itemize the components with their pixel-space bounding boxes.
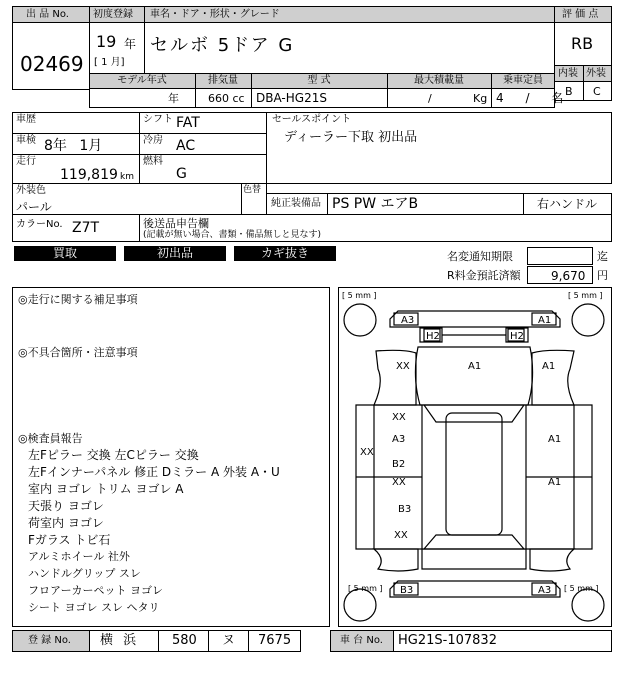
lot-label: 出 品 No.	[26, 9, 69, 20]
mark-a1-bonnet: A1	[468, 361, 482, 372]
wheel-rl-icon	[344, 589, 376, 621]
type-label: 型 式	[307, 75, 331, 86]
front-fender-left	[374, 350, 416, 405]
equipment-value: PS PW エアB	[332, 196, 419, 212]
rear-fender-left	[374, 549, 418, 571]
first-reg-year: 19	[96, 32, 117, 51]
ext-color-label: 外装色	[16, 185, 46, 196]
registration-number: 7675	[258, 633, 292, 648]
mark-xx-rear: XX	[394, 530, 408, 541]
repaint-label: 色替	[243, 185, 262, 195]
recycle-label: R料金預託済額	[447, 269, 521, 282]
history-label: 車歴	[16, 114, 36, 125]
mark-a1-front: A1	[538, 315, 552, 326]
name-change-unit: 迄	[597, 250, 608, 263]
inspector-heading: ◎検査員報告	[18, 432, 83, 445]
aircon-label: 冷房	[143, 135, 163, 146]
load-unit: Kg	[473, 92, 488, 105]
key-bar: カギ抜き	[234, 246, 336, 261]
inspector-line: 左Fインナーパネル 修正 Dミラー A 外装 A・U	[28, 465, 280, 479]
mark-xx-bonnet: XX	[396, 361, 410, 372]
mark-b2-roof: B2	[392, 459, 406, 470]
model-year-label: モデル年式	[117, 75, 167, 86]
lot-number: 02469	[20, 52, 84, 76]
fuel-value: G	[176, 166, 187, 182]
first-reg-month: [ 1 月]	[94, 57, 125, 68]
registration-class: 580	[172, 633, 197, 648]
inspector-line: 天張り ヨゴレ	[28, 499, 104, 513]
mark-a3-roof: A3	[392, 434, 406, 445]
inspector-line: アルミホイール 社外	[28, 550, 130, 563]
inspector-line: Fガラス トビ石	[28, 533, 111, 547]
interior-grade: B	[565, 85, 573, 98]
rating-value: RB	[571, 34, 594, 53]
color-no-label: カラーNo.	[16, 219, 63, 230]
driving-notes-heading: ◎走行に関する補足事項	[18, 293, 138, 306]
rating-label: 評 価 点	[562, 9, 599, 20]
mileage-value: 119,819	[60, 167, 118, 183]
inspector-list	[28, 446, 280, 616]
displacement-label: 排気量	[208, 75, 238, 86]
mark-xx-side: XX	[360, 447, 374, 458]
mark-a1-lf: A1	[542, 361, 556, 372]
defects-heading: ◎不具合箇所・注意事項	[18, 346, 138, 359]
sales-point-value: ディーラー下取 初出品	[284, 130, 418, 145]
inspector-line: 荷室内 ヨゴレ	[28, 516, 104, 530]
car-diagram	[338, 287, 612, 627]
wheel-rr-icon	[572, 589, 604, 621]
registration-kana: ヌ	[222, 633, 236, 648]
mark-a3-front: A3	[401, 315, 415, 326]
fuel-label: 燃料	[143, 156, 163, 167]
inspector-line: 室内 ヨゴレ トリム ヨゴレ A	[28, 482, 184, 496]
mileage-unit: km	[120, 172, 134, 182]
mark-h2-left: H2	[426, 331, 440, 342]
aftermarket-label: 後送品申告欄	[143, 217, 209, 230]
roof-outline	[446, 413, 502, 535]
load-label: 最大積載量	[414, 75, 464, 86]
mark-b3-rear: B3	[398, 504, 412, 515]
sales-point-label: セールスポイント	[272, 114, 352, 125]
type-value: DBA-HG21S	[256, 91, 327, 105]
buy-bar: 買取	[14, 246, 116, 261]
inspection-label: 車検	[16, 135, 36, 146]
aftermarket-note: (記載が無い場合、書類・備品無しと見なす)	[143, 230, 322, 240]
inspection-value: 8年 1月	[44, 138, 103, 154]
mark-xx-roof2: XX	[392, 477, 406, 488]
name-change-label: 名変通知期限	[447, 250, 513, 263]
mark-a1-rr-door: A1	[548, 477, 562, 488]
tread-label-rl: [ 5 mm ]	[348, 584, 383, 593]
listed-bar: 初出品	[124, 246, 226, 261]
bonnet-outline	[415, 347, 532, 405]
name-change-box	[527, 247, 593, 265]
equipment-label: 純正装備品	[271, 198, 321, 209]
rear-window-outline	[424, 535, 524, 549]
mark-b3-bumper: B3	[400, 585, 414, 596]
interior-label: 内装	[558, 68, 578, 79]
aircon-value: AC	[176, 138, 196, 154]
registration-label: 登 録 No.	[28, 635, 71, 646]
first-reg-year-unit: 年	[124, 37, 137, 51]
inspector-line: ハンドルグリップ スレ	[28, 567, 141, 580]
exterior-label: 外装	[586, 68, 606, 79]
inspector-line: シート ヨゴレ スレ ヘタリ	[28, 601, 160, 614]
chassis-label: 車 台 No.	[340, 635, 383, 646]
shift-value: FAT	[176, 115, 200, 131]
load-separator: /	[428, 92, 432, 105]
tread-label-fr: [ 5 mm ]	[568, 291, 603, 300]
displacement-value: 660 cc	[208, 92, 245, 105]
wheel-fl-icon	[344, 304, 376, 336]
front-fender-right	[532, 350, 574, 405]
shift-label: シフト	[143, 114, 173, 125]
wheel-fr-icon	[572, 304, 604, 336]
exterior-grade: C	[593, 85, 601, 98]
color-no-value: Z7T	[72, 220, 100, 236]
mark-h2-right: H2	[510, 331, 524, 342]
chassis-number: HG21S-107832	[398, 633, 497, 648]
car-name-label: 車名・ドア・形状・グレード	[150, 9, 280, 20]
tailgate-outline	[422, 549, 526, 569]
tread-label-rr: [ 5 mm ]	[564, 584, 599, 593]
tread-label-fl: [ 5 mm ]	[342, 291, 377, 300]
mark-a3-bumper: A3	[538, 585, 552, 596]
rear-fender-right	[530, 549, 574, 571]
ext-color-value: パール	[16, 200, 52, 214]
mark-xx-roof: XX	[392, 412, 406, 423]
inspector-line: 左Fピラー 交換 左Cピラー 交換	[28, 448, 199, 462]
recycle-unit: 円	[597, 269, 608, 282]
first-reg-label: 初度登録	[93, 9, 133, 20]
capacity-label: 乗車定員	[503, 75, 543, 86]
model-year-unit: 年	[168, 92, 179, 105]
inspector-line: フロアーカーペット ヨゴレ	[28, 584, 163, 597]
capacity-value: 4 / 名	[496, 91, 564, 105]
car-name: セルボ 5ドア G	[150, 35, 295, 56]
steering-value: 右ハンドル	[537, 197, 598, 211]
mileage-label: 走行	[16, 156, 36, 167]
recycle-value: 9,670	[551, 269, 586, 283]
registration-area: 横 浜	[100, 633, 137, 648]
mark-a1-rf-door: A1	[548, 434, 562, 445]
